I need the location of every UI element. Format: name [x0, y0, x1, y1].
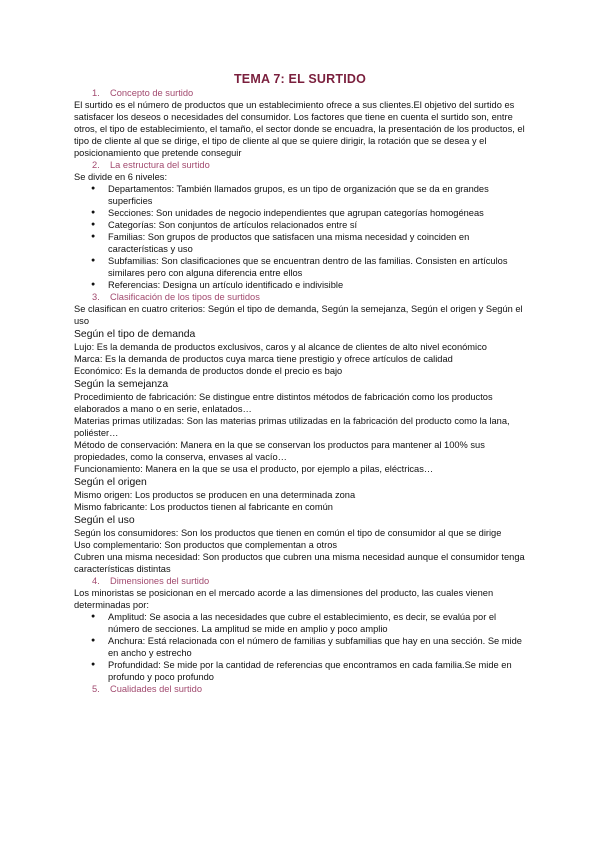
section-heading-4 [74, 575, 530, 587]
list-item: ● Departamentos: También llamados grupos, es un tipo de organización que se da en grandes superficies [74, 183, 530, 207]
list-item: ● Categorías: Son conjuntos de artículos relacionados entre sí [74, 219, 530, 231]
subheading-origen: Según el origen [74, 477, 147, 488]
section-label: Dimensiones del surtido [110, 576, 210, 586]
list-item: ● Anchura: Está relacionada con el número de familias y subfamilias que hay en una sección. Se mide en ancho y estrecho [74, 635, 530, 659]
section-label: Clasificación de los tipos de surtidos [110, 292, 260, 302]
document-body [74, 87, 530, 695]
estructura-intro: Se divide en 6 niveles: [74, 172, 168, 182]
list-item: ● Familias: Son grupos de productos que satisfacen una misma necesidad y coinciden en características y uso [74, 231, 530, 255]
text-line: Mismo origen: Los productos se producen en una determinada zona [74, 490, 356, 500]
text-line: Económico: Es la demanda de productos donde el precio es bajo [74, 366, 343, 376]
section-number: 1. [92, 88, 100, 98]
subheading-demanda: Según el tipo de demanda [74, 329, 196, 340]
text-line: Mismo fabricante: Los productos tienen al fabricante en común [74, 502, 333, 512]
list-item: ● Secciones: Son unidades de negocio independientes que agrupan categorías homogéneas [74, 207, 530, 219]
subheading-semejanza: Según la semejanza [74, 379, 169, 390]
list-item: ● Profundidad: Se mide por la cantidad de referencias que encontramos en cada familia.Se mide en profundo y poco profundo [74, 659, 530, 683]
section-label: Concepto de surtido [110, 88, 194, 98]
text-line: Marca: Es la demanda de productos cuya marca tiene prestigio y ofrece artículos de calidad [74, 354, 453, 364]
section-number: 3. [92, 292, 100, 302]
text-line: Materias primas utilizadas: Son las materias primas utilizadas en la fabricación del producto como la lana, poliéster… [74, 416, 510, 438]
text-line: Método de conservación: Manera en la que se conservan los productos para mantener al 100% sus propiedades, como la conserva, envases al vacío… [74, 440, 485, 462]
section-heading-3 [74, 291, 530, 303]
text-line: Funcionamiento: Manera en la que se usa el producto, por ejemplo a pilas, eléctricas… [74, 464, 434, 474]
concepto-paragraph: El surtido es el número de productos que un establecimiento ofrece a sus clientes.El objetivo del surtido es satisfacer los deseos o necesidades del consumidor. Los factores que tiene en cuenta el surtido son, entre otros, el tipo de establecimiento, el tamaño, el sector donde se encuadra, la presentación de los productos, el tipo de cliente al que se dirige, el tipo de cliente al que se quiere dirigir, la rotación que se desea y el posicionamiento que pretende conseguir [74, 100, 525, 158]
estructura-list [74, 183, 530, 291]
section-label: Cualidades del surtido [110, 684, 202, 694]
section-heading-1 [74, 87, 530, 99]
text-line: Lujo: Es la demanda de productos exclusivos, caros y al alcance de clientes de alto nivel económico [74, 342, 487, 352]
section-number: 4. [92, 576, 100, 586]
text-line: Según los consumidores: Son los productos que tienen en común el tipo de consumidor al que se dirige [74, 528, 502, 538]
document-title: TEMA 7: EL SURTIDO [233, 72, 367, 86]
section-number: 5. [92, 684, 100, 694]
section-label: La estructura del surtido [110, 160, 210, 170]
list-item: ● Referencias: Designa un artículo identificado e indivisible [74, 279, 530, 291]
text-line: Procedimiento de fabricación: Se distingue entre distintos métodos de fabricación como los productos elaborados a mano o en serie, enlatados… [74, 392, 493, 414]
text-line: Uso complementario: Son productos que complementan a otros [74, 540, 338, 550]
dimensiones-intro: Los minoristas se posicionan en el mercado acorde a las dimensiones del producto, las cuales vienen determinadas por: [74, 588, 494, 610]
list-item: ● Amplitud: Se asocia a las necesidades que cubre el establecimiento, es decir, se evalúa por el número de secciones. La amplitud se mide en amplio y poco amplio [74, 611, 530, 635]
dimensiones-list [74, 611, 530, 683]
list-item: ● Subfamilias: Son clasificaciones que se encuentran dentro de las familias. Consisten en artículos similares pero con alguna diferencia entre ellos [74, 255, 530, 279]
section-number: 2. [92, 160, 100, 170]
text-line: Cubren una misma necesidad: Son productos que cubren una misma necesidad aunque el consumidor tenga características distintas [74, 552, 525, 574]
section-heading-2 [74, 159, 530, 171]
section-heading-5 [74, 683, 530, 695]
clasificacion-intro: Se clasifican en cuatro criterios: Según el tipo de demanda, Según la semejanza, Según el origen y Según el uso [74, 304, 523, 326]
subheading-uso: Según el uso [74, 515, 135, 526]
